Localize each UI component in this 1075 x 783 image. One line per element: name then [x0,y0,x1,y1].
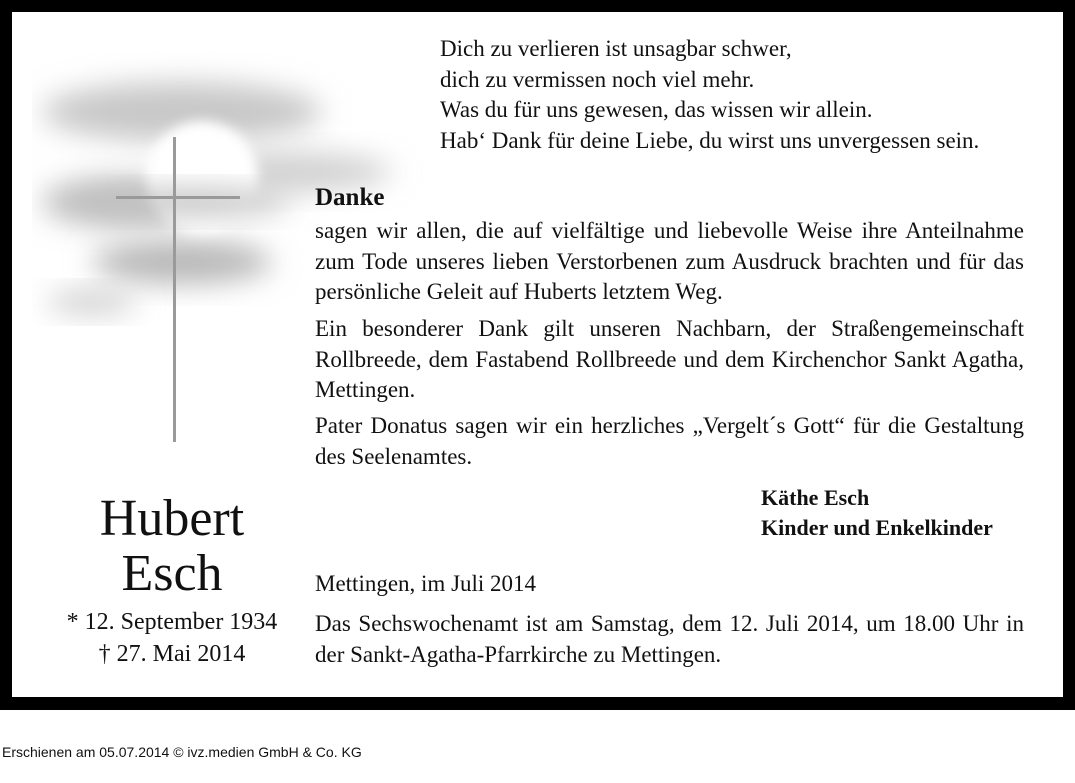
signature-line: Käthe Esch [761,485,870,510]
poem [440,34,1040,156]
poem-line: Was du für uns gewesen, das wissen wir allein. [440,97,873,122]
birth-date: * 12. September 1934 [66,609,278,635]
service-notice: Das Sechswochenamt ist am Samstag, dem 12. Juli 2014, um 18.00 Uhr in der Sankt-Agatha-Pfarrkirche zu Mettingen. [315,611,1024,667]
poem-line: dich zu vermissen noch viel mehr. [440,66,755,92]
place-date: Mettingen, im Juli 2014 [315,571,537,596]
thanks-paragraph: Ein besonderer Dank gilt unseren Nachbarn, der Straßengemeinschaft Rollbreede, dem Fastabend Rollbreede und dem Kirchenchor Sankt Agatha, Mettingen. [315,316,1024,402]
thanks-paragraph: Pater Donatus sagen wir ein herzliches „Vergelt´s Gott“ für die Gestaltung des Seelenamtes. [315,413,1024,469]
poem-line: Dich zu verlieren ist unsagbar schwer, [440,36,792,61]
signature-line: Kinder und Enkelkinder [761,515,993,540]
thanks-heading: Danke [315,184,385,211]
death-date: † 27. Mai 2014 [98,641,246,667]
thanks-paragraph: sagen wir allen, die auf vielfältige und liebevolle Weise ihre Anteilnahme zum Tode unseres lieben Verstorbenen zum Ausdruck brachten und für das persönliche Geleit auf Huberts letztem Weg. [315,218,1024,304]
poem-line: Hab‘ Dank für deine Liebe, du wirst uns unvergessen sein. [440,127,980,153]
publication-footer: Erschienen am 05.07.2014 © ivz.medien GmbH & Co. KG [2,744,362,760]
notice-panel [12,12,1063,697]
deceased-last-name: Esch [121,545,223,602]
deceased-first-name: Hubert [99,490,245,547]
